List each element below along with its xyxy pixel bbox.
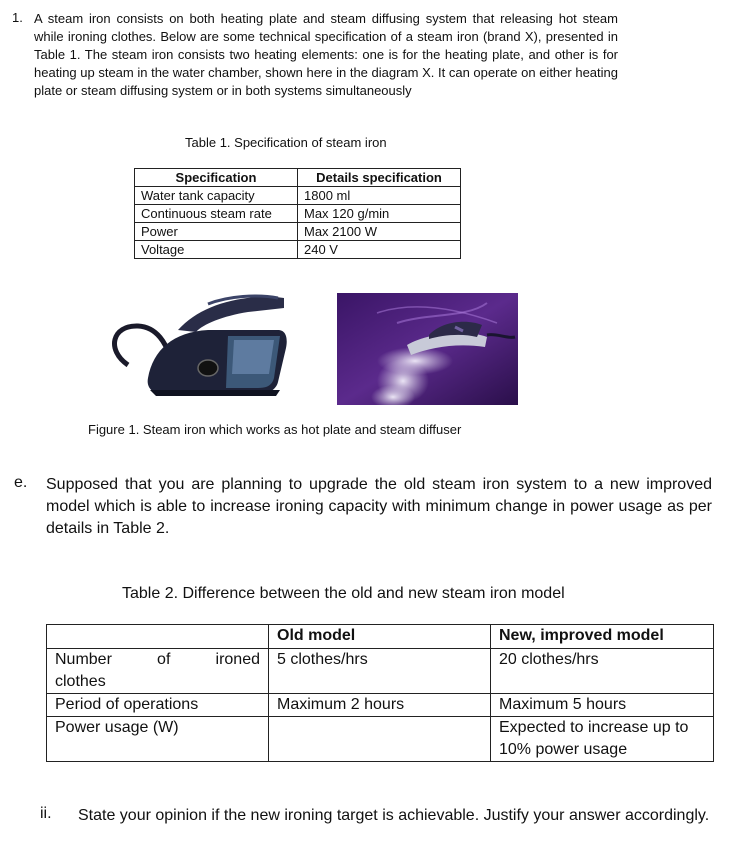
table2-cell: 20 clothes/hrs	[491, 649, 714, 694]
table2-row1-label-line1: Number of ironed	[55, 651, 260, 668]
table2-caption: Table 2. Difference between the old and new steam iron model	[122, 585, 565, 602]
table2-cell: Expected to increase up to 10% power usage	[491, 717, 714, 762]
table1-cell: Max 2100 W	[298, 223, 461, 241]
table1-cell: Max 120 g/min	[298, 205, 461, 223]
table1-cell: Water tank capacity	[135, 187, 298, 205]
table1-header-row	[135, 169, 461, 187]
table1-row	[135, 187, 461, 205]
table2	[46, 624, 714, 762]
table2-cell: Maximum 5 hours	[491, 694, 714, 717]
steam-iron-photo	[108, 290, 288, 398]
table2-header	[47, 625, 269, 649]
table2-cell: 5 clothes/hrs	[269, 649, 491, 694]
part-ii-label: ii.	[40, 805, 52, 822]
table1-row	[135, 241, 461, 259]
table2-cell: Power usage (W)	[47, 717, 269, 762]
steam-diffuser-photo	[337, 293, 518, 405]
table1-row	[135, 223, 461, 241]
table1-header: Details specification	[298, 169, 461, 187]
table2-header: Old model	[269, 625, 491, 649]
question-text: A steam iron consists on both heating plate and steam diffusing system that releasing hot steam while ironing clothes. Below are some technical specification of a steam iron (brand X), presented in Table 1. The steam iron consists two heating elements: one is for the heating plate, and other is for heating up steam in the water chamber, shown here in the diagram X. It can operate on either heating plate or steam diffusing system or in both systems simultaneously	[34, 11, 618, 98]
table2-row1-label-line2: clothes	[55, 673, 106, 690]
table2-row	[47, 694, 714, 717]
table2-row	[47, 717, 714, 762]
table1-cell: Voltage	[135, 241, 298, 259]
table2-row	[47, 649, 714, 694]
part-e-label: e.	[14, 474, 28, 491]
table1-cell: 240 V	[298, 241, 461, 259]
table1-cell: 1800 ml	[298, 187, 461, 205]
part-ii-text: State your opinion if the new ironing target is achievable. Justify your answer accordingly.	[78, 807, 710, 824]
table2-cell	[269, 717, 491, 762]
table1	[134, 168, 461, 259]
table2-header-row	[47, 625, 714, 649]
part-e-text: Supposed that you are planning to upgrade the old steam iron system to a new improved model which is able to increase ironing capacity with minimum change in power usage as per details in Table 2.	[46, 476, 712, 537]
table2-cell: Maximum 2 hours	[269, 694, 491, 717]
table2-cell	[47, 649, 269, 694]
table1-cell: Power	[135, 223, 298, 241]
table1-cell: Continuous steam rate	[135, 205, 298, 223]
table2-header: New, improved model	[491, 625, 714, 649]
table1-row	[135, 205, 461, 223]
table1-header: Specification	[135, 169, 298, 187]
table2-cell: Period of operations	[47, 694, 269, 717]
figure1-caption: Figure 1. Steam iron which works as hot plate and steam diffuser	[88, 422, 462, 437]
table1-caption: Table 1. Specification of steam iron	[185, 135, 387, 150]
question-number: 1.	[12, 10, 23, 25]
